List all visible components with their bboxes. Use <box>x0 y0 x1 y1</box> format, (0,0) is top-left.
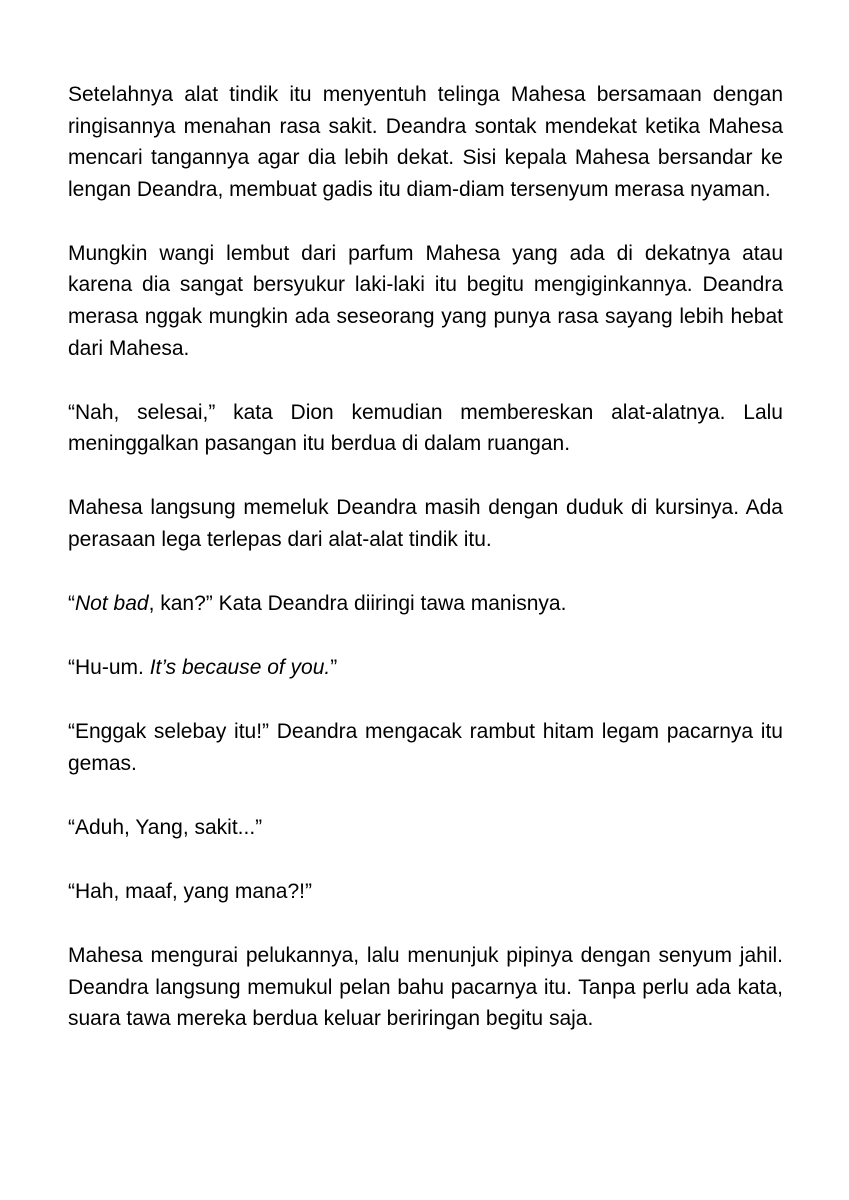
text-segment: Mahesa mengurai pelukannya, lalu menunjuk pipinya dengan senyum jahil. Deandra langsung memukul pelan bahu pacarnya itu. Tanpa perlu ada kata, suara tawa mereka berdua keluar beriringan begitu saja. <box>68 944 783 1031</box>
text-segment: Mungkin wangi lembut dari parfum Mahesa yang ada di dekatnya atau karena dia sangat bersyukur laki-laki itu begitu mengiginkannya. Deandra merasa nggak mungkin ada seseorang yang punya rasa sayang lebih hebat dari Mahesa. <box>68 241 783 360</box>
paragraph <box>68 652 783 684</box>
paragraph <box>68 876 783 908</box>
paragraph <box>68 492 783 555</box>
text-segment: “Aduh, Yang, sakit...” <box>68 816 263 839</box>
text-segment: “ <box>68 592 75 616</box>
paragraph <box>68 812 783 844</box>
italic-text: It’s because of you. <box>149 656 331 680</box>
italic-text: Not bad <box>75 592 149 616</box>
paragraph <box>68 79 783 205</box>
paragraph <box>68 588 783 620</box>
text-segment: “Hu-um. <box>68 656 150 680</box>
paragraph <box>68 238 783 364</box>
text-segment: “Nah, selesai,” kata Dion kemudian membereskan alat-alatnya. Lalu meninggalkan pasangan itu berdua di dalam ruangan. <box>68 400 783 456</box>
paragraph <box>68 716 783 779</box>
text-segment: “Hah, maaf, yang mana?!” <box>68 880 312 904</box>
text-segment: Setelahnya alat tindik itu menyentuh telinga Mahesa bersamaan dengan ringisannya menahan rasa sakit. Deandra sontak mendekat ketika Mahesa mencari tangannya agar dia lebih dekat. Sisi kepala Mahesa bersandar ke lengan Deandra, membuat gadis itu diam-diam tersenyum merasa nyaman. <box>68 83 783 201</box>
text-segment: , kan?” Kata Deandra diiringi tawa manisnya. <box>148 592 567 616</box>
text-segment: Mahesa langsung memeluk Deandra masih dengan duduk di kursinya. Ada perasaan lega terlepas dari alat-alat tindik itu. <box>68 496 783 552</box>
text-segment: ” <box>330 656 338 680</box>
paragraph <box>68 940 783 1035</box>
document-page <box>68 79 783 1035</box>
paragraph <box>68 397 783 460</box>
text-segment: “Enggak selebay itu!” Deandra mengacak rambut hitam legam pacarnya itu gemas. <box>68 720 783 775</box>
